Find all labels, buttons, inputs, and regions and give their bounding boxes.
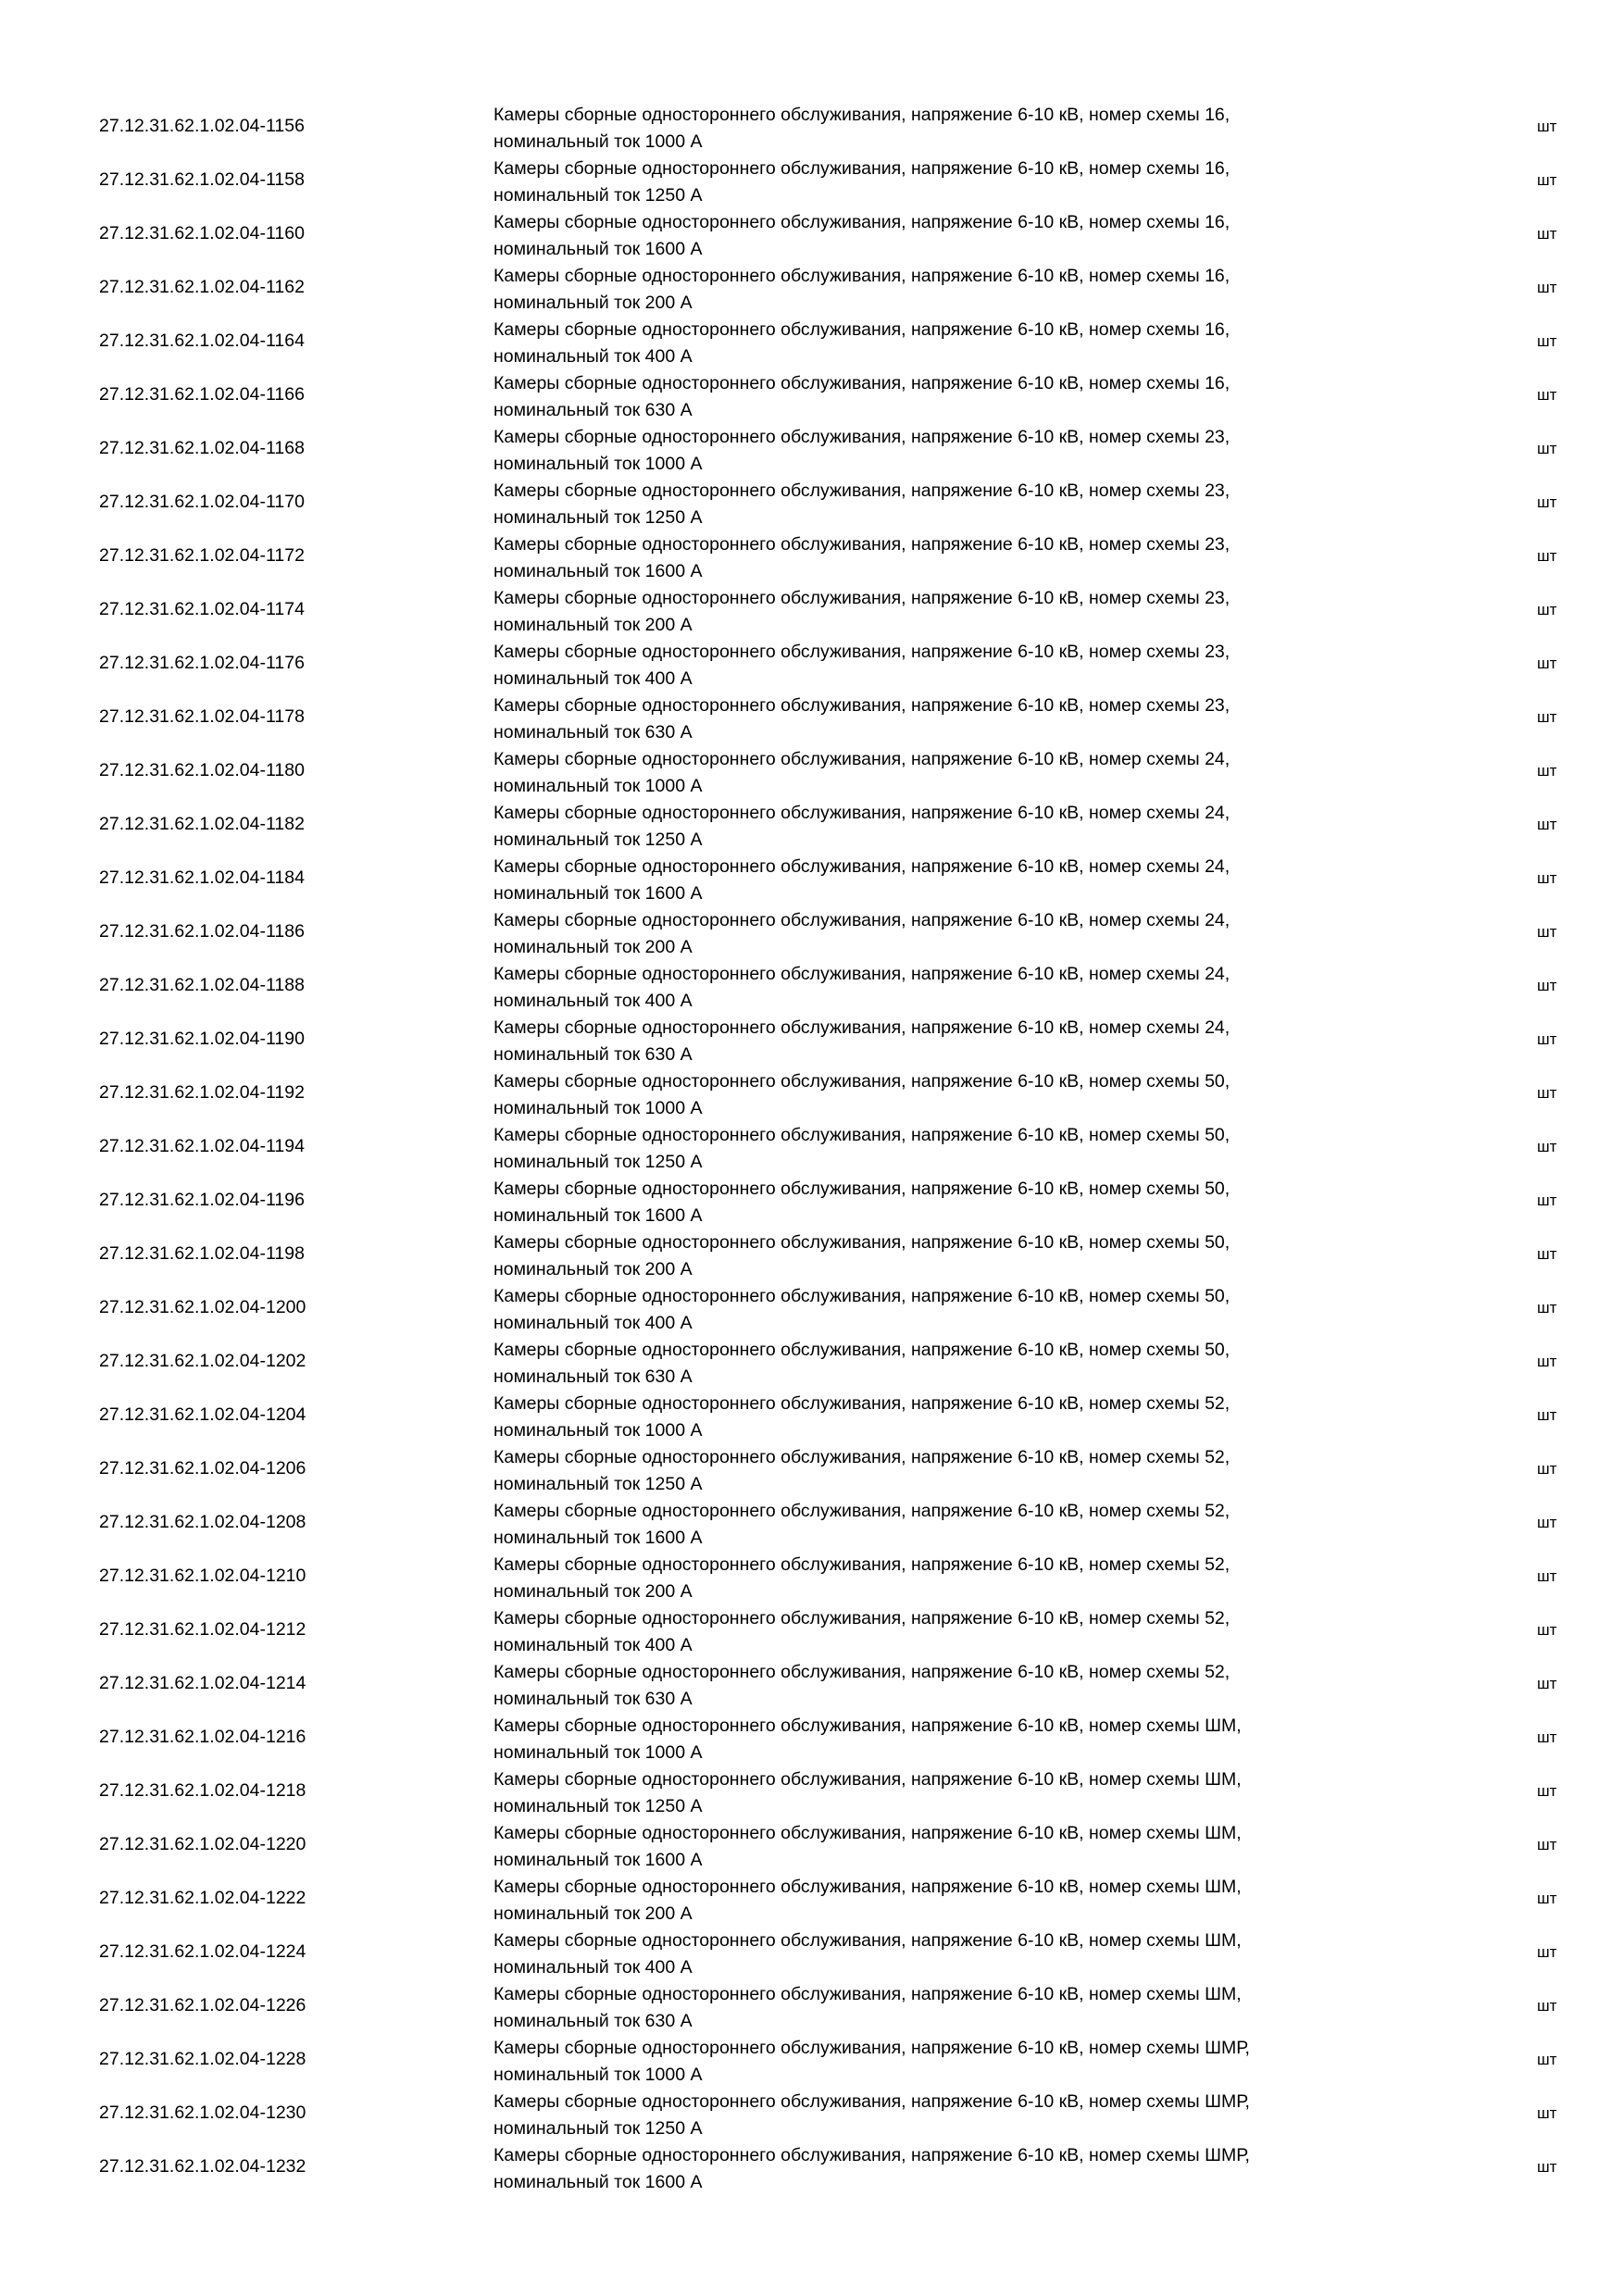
unit-of-measure: шт — [1537, 1675, 1557, 1692]
resource-description — [493, 1981, 1419, 2034]
description-line-2: номинальный ток 400 А — [493, 990, 693, 1011]
resource-description — [493, 1605, 1419, 1658]
description-line-1: Камеры сборные одностороннего обслуживания, напряжение 6-10 кВ, номер схемы 52, — [493, 1393, 1230, 1414]
resource-code: 27.12.31.62.1.02.04-1178 — [99, 706, 305, 727]
table-row — [0, 1228, 1624, 1281]
description-line-2: номинальный ток 400 А — [493, 1634, 693, 1655]
resource-code: 27.12.31.62.1.02.04-1182 — [99, 814, 305, 834]
table-row — [0, 1335, 1624, 1389]
description-line-2: номинальный ток 1600 А — [493, 560, 703, 581]
resource-code: 27.12.31.62.1.02.04-1216 — [99, 1727, 306, 1747]
resource-code: 27.12.31.62.1.02.04-1174 — [99, 599, 305, 619]
unit-of-measure: шт — [1537, 279, 1557, 296]
description-line-2: номинальный ток 400 А — [493, 668, 693, 689]
description-line-1: Камеры сборные одностороннего обслуживания, напряжение 6-10 кВ, номер схемы 23, — [493, 695, 1230, 716]
description-line-1: Камеры сборные одностороннего обслуживания, напряжение 6-10 кВ, номер схемы 52, — [493, 1501, 1230, 1521]
resource-code: 27.12.31.62.1.02.04-1212 — [99, 1619, 306, 1640]
description-line-2: номинальный ток 1600 А — [493, 882, 703, 904]
resource-code: 27.12.31.62.1.02.04-1226 — [99, 1995, 306, 2015]
resource-description — [493, 961, 1419, 1014]
table-row — [0, 1496, 1624, 1550]
description-line-1: Камеры сборные одностороннего обслуживания, напряжение 6-10 кВ, номер схемы 23, — [493, 427, 1230, 447]
resource-code: 27.12.31.62.1.02.04-1180 — [99, 760, 305, 780]
resource-code: 27.12.31.62.1.02.04-1204 — [99, 1404, 306, 1425]
resource-code: 27.12.31.62.1.02.04-1164 — [99, 331, 305, 351]
resource-code: 27.12.31.62.1.02.04-1186 — [99, 921, 305, 942]
unit-of-measure: шт — [1537, 2104, 1557, 2122]
description-line-1: Камеры сборные одностороннего обслуживания, напряжение 6-10 кВ, номер схемы 24, — [493, 910, 1230, 930]
table-row — [0, 852, 1624, 905]
table-row — [0, 368, 1624, 422]
resource-description — [493, 1444, 1419, 1497]
table-row — [0, 637, 1624, 691]
description-line-2: номинальный ток 630 А — [493, 1043, 693, 1065]
description-line-1: Камеры сборные одностороннего обслуживания, напряжение 6-10 кВ, номер схемы ШМР, — [493, 2091, 1250, 2112]
description-line-1: Камеры сборные одностороннего обслуживания, напряжение 6-10 кВ, номер схемы 16, — [493, 158, 1230, 179]
unit-of-measure: шт — [1537, 1836, 1557, 1853]
description-line-1: Камеры сборные одностороннего обслуживания, напряжение 6-10 кВ, номер схемы ШМР, — [493, 2145, 1250, 2165]
description-line-1: Камеры сборные одностороннего обслуживания, напряжение 6-10 кВ, номер схемы 23, — [493, 642, 1230, 662]
description-line-2: номинальный ток 1000 А — [493, 2064, 703, 2085]
table-row — [0, 154, 1624, 207]
table-row — [0, 1174, 1624, 1228]
table-row — [0, 476, 1624, 530]
resource-description — [493, 370, 1419, 423]
resource-code: 27.12.31.62.1.02.04-1158 — [99, 169, 305, 190]
unit-of-measure: шт — [1537, 762, 1557, 780]
unit-of-measure: шт — [1537, 1890, 1557, 1907]
description-line-2: номинальный ток 1250 А — [493, 1473, 703, 1494]
resource-description — [493, 1122, 1419, 1175]
resource-code: 27.12.31.62.1.02.04-1208 — [99, 1512, 306, 1532]
table-row — [0, 207, 1624, 261]
unit-of-measure: шт — [1537, 1514, 1557, 1531]
description-line-2: номинальный ток 1600 А — [493, 1204, 703, 1226]
resource-code: 27.12.31.62.1.02.04-1176 — [99, 653, 305, 673]
unit-of-measure: шт — [1537, 1299, 1557, 1316]
description-line-1: Камеры сборные одностороннего обслуживания, напряжение 6-10 кВ, номер схемы 52, — [493, 1608, 1230, 1628]
description-line-2: номинальный ток 1600 А — [493, 1527, 703, 1548]
unit-of-measure: шт — [1537, 1782, 1557, 1800]
description-line-1: Камеры сборные одностороннего обслуживания, напряжение 6-10 кВ, номер схемы 24, — [493, 964, 1230, 984]
unit-of-measure: шт — [1537, 1621, 1557, 1639]
unit-of-measure: шт — [1537, 2051, 1557, 2068]
description-line-2: номинальный ток 630 А — [493, 721, 693, 742]
table-row — [0, 798, 1624, 852]
table-row — [0, 1765, 1624, 1818]
description-line-1: Камеры сборные одностороннего обслуживания, напряжение 6-10 кВ, номер схемы ШМР, — [493, 2038, 1250, 2058]
description-line-2: номинальный ток 1000 А — [493, 1419, 703, 1441]
resource-description — [493, 2089, 1419, 2141]
resource-code: 27.12.31.62.1.02.04-1224 — [99, 1941, 306, 1962]
resource-description — [493, 1713, 1419, 1766]
table-row — [0, 1872, 1624, 1926]
description-line-1: Камеры сборные одностороннего обслуживания, напряжение 6-10 кВ, номер схемы 16, — [493, 212, 1230, 232]
unit-of-measure: шт — [1537, 225, 1557, 243]
resource-description — [493, 1068, 1419, 1121]
unit-of-measure: шт — [1537, 493, 1557, 511]
resource-description — [493, 907, 1419, 960]
resource-code: 27.12.31.62.1.02.04-1220 — [99, 1834, 306, 1854]
unit-of-measure: шт — [1537, 1406, 1557, 1424]
table-row — [0, 1979, 1624, 2033]
description-line-1: Камеры сборные одностороннего обслуживания, напряжение 6-10 кВ, номер схемы 23, — [493, 480, 1230, 501]
unit-of-measure: шт — [1537, 1943, 1557, 1961]
description-line-2: номинальный ток 1600 А — [493, 238, 703, 259]
resource-code: 27.12.31.62.1.02.04-1218 — [99, 1780, 306, 1801]
table-row — [0, 1818, 1624, 1872]
description-line-2: номинальный ток 200 А — [493, 614, 693, 635]
resource-code: 27.12.31.62.1.02.04-1228 — [99, 2049, 306, 2069]
table-row — [0, 691, 1624, 744]
resource-description — [493, 854, 1419, 906]
description-line-1: Камеры сборные одностороннего обслуживания, напряжение 6-10 кВ, номер схемы 52, — [493, 1554, 1230, 1575]
description-line-2: номинальный ток 1000 А — [493, 1097, 703, 1118]
resource-code: 27.12.31.62.1.02.04-1198 — [99, 1243, 305, 1264]
description-line-1: Камеры сборные одностороннего обслуживания, напряжение 6-10 кВ, номер схемы ШМ, — [493, 1769, 1242, 1790]
resource-description — [493, 585, 1419, 638]
resource-code: 27.12.31.62.1.02.04-1210 — [99, 1566, 306, 1586]
table-row — [0, 1442, 1624, 1496]
resource-code: 27.12.31.62.1.02.04-1230 — [99, 2103, 306, 2123]
description-line-1: Камеры сборные одностороннего обслуживания, напряжение 6-10 кВ, номер схемы ШМ, — [493, 1716, 1242, 1736]
description-line-2: номинальный ток 400 А — [493, 1312, 693, 1333]
resource-table — [0, 100, 1624, 2194]
description-line-2: номинальный ток 630 А — [493, 2010, 693, 2031]
description-line-2: номинальный ток 1600 А — [493, 1849, 703, 1870]
description-line-2: номинальный ток 1600 А — [493, 2171, 703, 2192]
resource-code: 27.12.31.62.1.02.04-1196 — [99, 1190, 305, 1210]
unit-of-measure: шт — [1537, 386, 1557, 404]
table-row — [0, 422, 1624, 476]
description-line-1: Камеры сборные одностороннего обслуживания, напряжение 6-10 кВ, номер схемы 24, — [493, 856, 1230, 877]
description-line-2: номинальный ток 200 А — [493, 936, 693, 957]
unit-of-measure: шт — [1537, 547, 1557, 565]
resource-description — [493, 209, 1419, 262]
unit-of-measure: шт — [1537, 1138, 1557, 1155]
description-line-1: Камеры сборные одностороннего обслуживания, напряжение 6-10 кВ, номер схемы 24, — [493, 803, 1230, 823]
description-line-2: номинальный ток 1000 А — [493, 1741, 703, 1763]
description-line-1: Камеры сборные одностороннего обслуживания, напряжение 6-10 кВ, номер схемы 50, — [493, 1232, 1230, 1253]
resource-code: 27.12.31.62.1.02.04-1222 — [99, 1888, 306, 1908]
description-line-2: номинальный ток 630 А — [493, 1366, 693, 1387]
resource-description — [493, 263, 1419, 316]
resource-description — [493, 2035, 1419, 2088]
table-row — [0, 1603, 1624, 1657]
resource-description — [493, 1498, 1419, 1551]
unit-of-measure: шт — [1537, 1728, 1557, 1746]
unit-of-measure: шт — [1537, 1030, 1557, 1048]
resource-code: 27.12.31.62.1.02.04-1172 — [99, 545, 305, 566]
table-row — [0, 1550, 1624, 1603]
unit-of-measure: шт — [1537, 1245, 1557, 1263]
description-line-1: Камеры сборные одностороннего обслуживания, напряжение 6-10 кВ, номер схемы 24, — [493, 1017, 1230, 1038]
table-row — [0, 1281, 1624, 1335]
description-line-2: номинальный ток 200 А — [493, 1258, 693, 1279]
table-body — [0, 100, 1624, 2194]
table-row — [0, 1120, 1624, 1174]
table-row — [0, 2033, 1624, 2087]
description-line-1: Камеры сборные одностороннего обслуживания, напряжение 6-10 кВ, номер схемы 23, — [493, 588, 1230, 608]
resource-description — [493, 639, 1419, 692]
resource-description — [493, 1337, 1419, 1390]
unit-of-measure: шт — [1537, 1192, 1557, 1209]
description-line-2: номинальный ток 200 А — [493, 1903, 693, 1924]
table-row — [0, 315, 1624, 368]
resource-code: 27.12.31.62.1.02.04-1206 — [99, 1458, 306, 1479]
resource-code: 27.12.31.62.1.02.04-1214 — [99, 1673, 306, 1693]
unit-of-measure: шт — [1537, 869, 1557, 887]
resource-code: 27.12.31.62.1.02.04-1200 — [99, 1297, 306, 1317]
resource-description — [493, 1015, 1419, 1067]
description-line-1: Камеры сборные одностороннего обслуживания, напряжение 6-10 кВ, номер схемы 50, — [493, 1340, 1230, 1360]
table-row — [0, 1657, 1624, 1711]
description-line-2: номинальный ток 400 А — [493, 345, 693, 367]
table-row — [0, 1067, 1624, 1120]
resource-description — [493, 1928, 1419, 1980]
unit-of-measure: шт — [1537, 655, 1557, 672]
table-row — [0, 530, 1624, 583]
description-line-1: Камеры сборные одностороннего обслуживания, напряжение 6-10 кВ, номер схемы ШМ, — [493, 1930, 1242, 1951]
resource-description — [493, 693, 1419, 745]
resource-code: 27.12.31.62.1.02.04-1194 — [99, 1136, 305, 1156]
resource-code: 27.12.31.62.1.02.04-1156 — [99, 116, 305, 136]
resource-code: 27.12.31.62.1.02.04-1232 — [99, 2156, 306, 2177]
description-line-1: Камеры сборные одностороннего обслуживания, напряжение 6-10 кВ, номер схемы 52, — [493, 1662, 1230, 1682]
unit-of-measure: шт — [1537, 118, 1557, 135]
unit-of-measure: шт — [1537, 923, 1557, 941]
unit-of-measure: шт — [1537, 1460, 1557, 1478]
resource-description — [493, 2142, 1419, 2195]
table-row — [0, 261, 1624, 315]
description-line-2: номинальный ток 200 А — [493, 292, 693, 313]
resource-code: 27.12.31.62.1.02.04-1168 — [99, 438, 305, 458]
table-row — [0, 2087, 1624, 2140]
resource-code: 27.12.31.62.1.02.04-1202 — [99, 1351, 306, 1371]
resource-code: 27.12.31.62.1.02.04-1188 — [99, 975, 305, 995]
description-line-1: Камеры сборные одностороннего обслуживания, напряжение 6-10 кВ, номер схемы 24, — [493, 749, 1230, 769]
description-line-2: номинальный ток 1000 А — [493, 131, 703, 152]
description-line-1: Камеры сборные одностороннего обслуживания, напряжение 6-10 кВ, номер схемы 16, — [493, 105, 1230, 125]
resource-description — [493, 1176, 1419, 1229]
description-line-1: Камеры сборные одностороннего обслуживания, напряжение 6-10 кВ, номер схемы 50, — [493, 1071, 1230, 1092]
description-line-2: номинальный ток 630 А — [493, 1688, 693, 1709]
description-line-2: номинальный ток 400 А — [493, 1956, 693, 1978]
description-line-2: номинальный ток 1250 А — [493, 1151, 703, 1172]
description-line-1: Камеры сборные одностороннего обслуживания, напряжение 6-10 кВ, номер схемы 16, — [493, 373, 1230, 393]
description-line-2: номинальный ток 630 А — [493, 399, 693, 420]
resource-description — [493, 531, 1419, 584]
description-line-2: номинальный ток 1250 А — [493, 829, 703, 850]
description-line-1: Камеры сборные одностороннего обслуживания, напряжение 6-10 кВ, номер схемы 50, — [493, 1179, 1230, 1199]
unit-of-measure: шт — [1537, 1353, 1557, 1370]
table-row — [0, 583, 1624, 637]
description-line-2: номинальный ток 200 А — [493, 1580, 693, 1602]
description-line-1: Камеры сборные одностороннего обслуживания, напряжение 6-10 кВ, номер схемы 50, — [493, 1286, 1230, 1306]
unit-of-measure: шт — [1537, 977, 1557, 994]
table-row — [0, 100, 1624, 154]
unit-of-measure: шт — [1537, 1084, 1557, 1102]
table-row — [0, 905, 1624, 959]
description-line-2: номинальный ток 1250 А — [493, 184, 703, 206]
resource-code: 27.12.31.62.1.02.04-1160 — [99, 223, 305, 243]
resource-description — [493, 1874, 1419, 1927]
unit-of-measure: шт — [1537, 708, 1557, 726]
resource-code: 27.12.31.62.1.02.04-1190 — [99, 1029, 305, 1049]
resource-description — [493, 1766, 1419, 1819]
resource-description — [493, 1820, 1419, 1873]
resource-code: 27.12.31.62.1.02.04-1192 — [99, 1082, 305, 1103]
description-line-1: Камеры сборные одностороннего обслуживания, напряжение 6-10 кВ, номер схемы 16, — [493, 266, 1230, 286]
table-row — [0, 1013, 1624, 1067]
description-line-1: Камеры сборные одностороннего обслуживания, напряжение 6-10 кВ, номер схемы 52, — [493, 1447, 1230, 1467]
description-line-1: Камеры сборные одностороннего обслуживания, напряжение 6-10 кВ, номер схемы 50, — [493, 1125, 1230, 1145]
description-line-1: Камеры сборные одностороннего обслуживания, напряжение 6-10 кВ, номер схемы ШМ, — [493, 1823, 1242, 1843]
resource-code: 27.12.31.62.1.02.04-1166 — [99, 384, 305, 405]
description-line-2: номинальный ток 1250 А — [493, 1795, 703, 1816]
resource-code: 27.12.31.62.1.02.04-1184 — [99, 867, 305, 888]
unit-of-measure: шт — [1537, 1997, 1557, 2015]
table-row — [0, 1389, 1624, 1442]
table-row — [0, 1711, 1624, 1765]
resource-description — [493, 1283, 1419, 1336]
unit-of-measure: шт — [1537, 1567, 1557, 1585]
resource-code: 27.12.31.62.1.02.04-1170 — [99, 492, 305, 512]
description-line-2: номинальный ток 1250 А — [493, 506, 703, 528]
resource-description — [493, 156, 1419, 208]
unit-of-measure: шт — [1537, 171, 1557, 189]
resource-description — [493, 800, 1419, 853]
resource-description — [493, 317, 1419, 369]
resource-description — [493, 746, 1419, 799]
description-line-1: Камеры сборные одностороннего обслуживания, напряжение 6-10 кВ, номер схемы ШМ, — [493, 1877, 1242, 1897]
table-row — [0, 1926, 1624, 1979]
resource-code: 27.12.31.62.1.02.04-1162 — [99, 277, 305, 297]
resource-description — [493, 1552, 1419, 1604]
table-row — [0, 2140, 1624, 2194]
description-line-2: номинальный ток 1250 А — [493, 2117, 703, 2139]
description-line-2: номинальный ток 1000 А — [493, 775, 703, 796]
description-line-1: Камеры сборные одностороннего обслуживания, напряжение 6-10 кВ, номер схемы ШМ, — [493, 1984, 1242, 2004]
resource-description — [493, 1659, 1419, 1712]
unit-of-measure: шт — [1537, 816, 1557, 833]
unit-of-measure: шт — [1537, 2158, 1557, 2176]
description-line-1: Камеры сборные одностороннего обслуживания, напряжение 6-10 кВ, номер схемы 16, — [493, 319, 1230, 340]
table-row — [0, 959, 1624, 1013]
description-line-1: Камеры сборные одностороннего обслуживания, напряжение 6-10 кВ, номер схемы 23, — [493, 534, 1230, 555]
resource-description — [493, 1229, 1419, 1282]
resource-description — [493, 102, 1419, 155]
table-row — [0, 744, 1624, 798]
description-line-2: номинальный ток 1000 А — [493, 453, 703, 474]
unit-of-measure: шт — [1537, 440, 1557, 457]
resource-description — [493, 478, 1419, 530]
resource-description — [493, 424, 1419, 477]
unit-of-measure: шт — [1537, 601, 1557, 618]
resource-description — [493, 1391, 1419, 1443]
unit-of-measure: шт — [1537, 332, 1557, 350]
